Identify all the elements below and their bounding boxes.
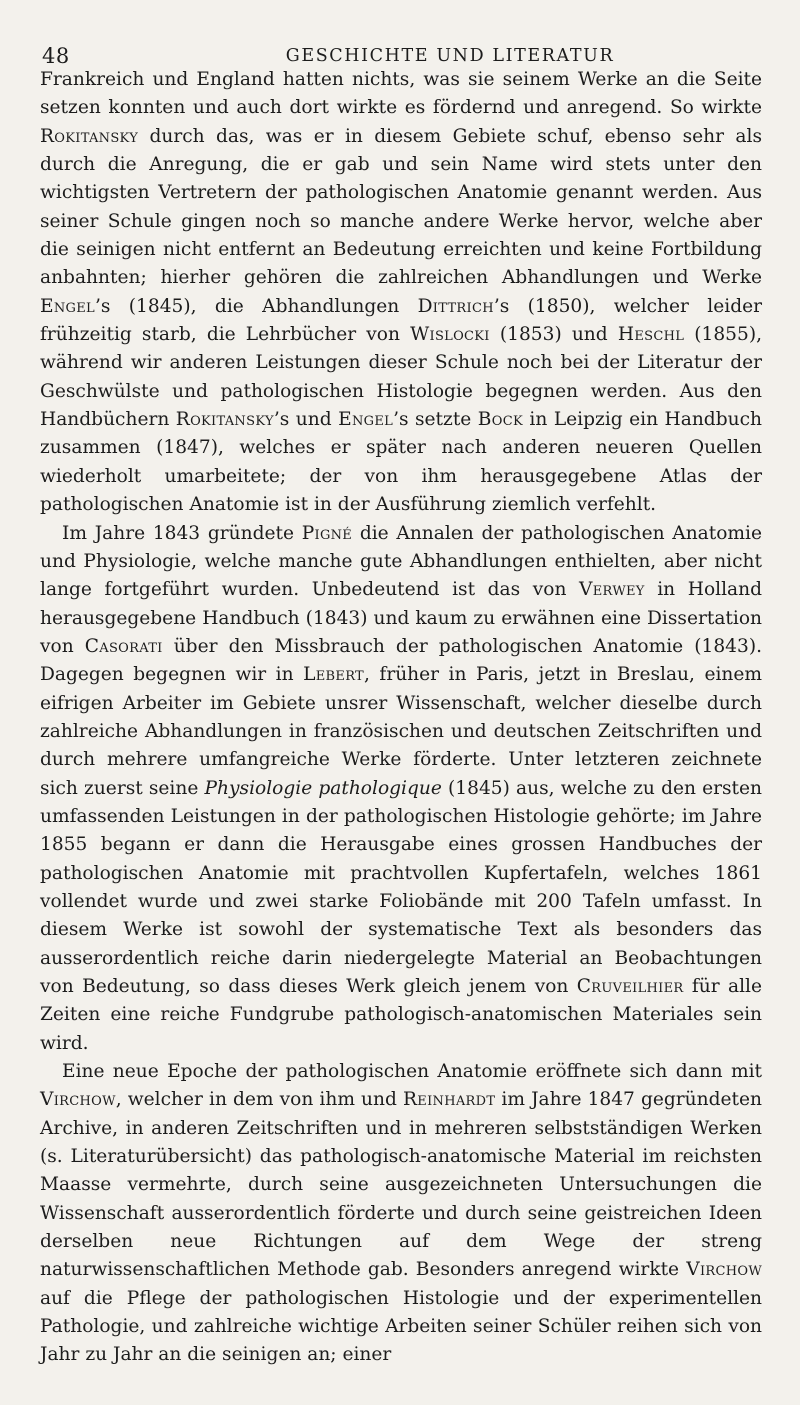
author-name: Virchow — [40, 1089, 116, 1111]
book-title: Physiologie pathologique — [204, 777, 442, 799]
paragraph — [40, 520, 762, 1059]
text-run: in Holland herausgegebene Handbuch (1843) und kaum zu erwähnen eine Dissertation von — [40, 579, 762, 657]
author-name: Virchow — [686, 1259, 762, 1281]
author-name: Rokitansky — [40, 125, 139, 147]
paragraph — [40, 66, 762, 520]
page-number: 48 — [42, 44, 70, 68]
author-name: Pigné — [301, 522, 353, 544]
author-name: Verwey — [579, 579, 645, 601]
author-name: Bock — [477, 409, 523, 431]
text-run: (1845) aus, welche zu den ersten umfassenden Leistungen in der pathologischen Histologie gehörte; im Jahre 1855 begann er dann die Herausgabe eines grossen Handbuches der pathologischen Anatomie mit prachtvollen Kupfertafeln, welches 1861 vollendet wurde und zwei starke Foliobände mit 200 Tafeln umfasst. In diesem Werke ist sowohl der systematische Text als besonders das ausserordentlich reiche darin niedergelegte Material an Beobachtungen von Bedeutung, so dass dieses Werk gleich jenem von — [40, 777, 762, 997]
author-name: Dittrich — [417, 295, 494, 317]
text-run: für alle Zeiten eine reiche Fundgrube pathologisch-anatomischen Materiales sein wird. — [40, 976, 762, 1054]
text-run: ’s und — [273, 409, 339, 431]
author-name: Lebert — [303, 664, 365, 686]
author-name: Reinhardt — [403, 1089, 496, 1111]
author-name: Wislocki — [410, 324, 490, 346]
text-run: über den Missbrauch der pathologischen Anatomie (1843). Dagegen begegnen wir in — [40, 635, 762, 686]
running-title: GESCHICHTE UND LITERATUR — [285, 46, 615, 66]
text-run: ’s (1850), welcher leider frühzeitig starb, die Lehrbücher von — [40, 295, 763, 346]
text-run: ’s (1845), die Abhandlungen — [94, 295, 418, 317]
text-run: (1855), während wir anderen Leistungen dieser Schule noch bei der Literatur der Geschwülste und pathologischen Histologie begegnen werden. Aus den Handbüchern — [40, 324, 763, 431]
author-name: Casorati — [84, 635, 163, 657]
text-run: ’s setzte — [393, 409, 478, 431]
text-run: Im Jahre 1843 gründete — [62, 522, 302, 544]
running-head — [40, 10, 762, 68]
text-run: , welcher in dem von ihm und — [115, 1089, 403, 1111]
author-name: Cruveilhier — [576, 976, 684, 997]
text-run: durch das, was er in diesem Gebiete schuf, ebenso sehr als durch die Anregung, die er gab und sein Name wird stets unter den wichtigsten Vertretern der pathologischen Anatomie genannt werden. Aus seiner Schule gingen noch so manche andere Werke hervor, welche aber die seinigen nicht entfernt an Bedeutung erreichten und keine Fortbildung anbahnten; hierher gehören die zahlreichen Abhandlungen und Werke — [40, 125, 762, 289]
author-name: Heschl — [617, 324, 685, 346]
text-run: Eine neue Epoche der pathologischen Anatomie eröffnete sich dann mit — [62, 1061, 762, 1083]
author-name: Engel — [338, 409, 394, 431]
author-name: Engel — [40, 295, 95, 317]
text-run: , früher in Paris, jetzt in Breslau, einem eifrigen Arbeiter im Gebiete unsrer Wissenschaft, welcher dieselbe durch zahlreiche Abhandlungen in französischen und deutschen Zeitschriften und durch mehrere umfangreiche Werke förderte. Unter letzteren zeichnete sich zuerst seine — [40, 664, 763, 799]
text-run: in Leipzig ein Handbuch zusammen (1847), welches er später nach anderen neueren Quellen wiederholt umarbeitete; der von ihm herausgegebene Atlas der pathologischen Anatomie ist in der Ausführung ziemlich verfehlt. — [40, 409, 762, 516]
text-run: die Annalen der pathologischen Anatomie und Physiologie, welche manche gute Abhandlungen enthielten, aber nicht lange fortgeführt wurden. Unbedeutend ist das von — [40, 522, 763, 601]
author-name: Rokitansky — [175, 409, 274, 431]
paragraph — [40, 1058, 762, 1370]
text-run: im Jahre 1847 gegründeten Archive, in anderen Zeitschriften und in mehreren selbstständigen Werken (s. Literaturübersicht) das pathologisch-anatomische Material im reichsten Maasse vermehrte, durch seine ausgezeichneten Untersuchungen die Wissenschaft ausserordentlich förderte und durch seine geistreichen Ideen derselben neue Richtungen auf dem Wege der streng naturwissenschaftlichen Methode gab. Besonders anregend wirkte — [40, 1089, 762, 1281]
text-run: auf die Pflege der pathologischen Histologie und der experimentellen Pathologie, und zahlreiche wichtige Arbeiten seiner Schüler reihen sich von Jahr zu Jahr an die seinigen an; einer — [40, 1287, 762, 1366]
book-page — [40, 0, 762, 1405]
text-run: (1853) und — [489, 324, 618, 346]
text-body — [40, 66, 762, 1370]
text-run: Frankreich und England hatten nichts, was sie seinem Werke an die Seite setzen konnten und auch dort wirkte es fördernd und anregend. So wirkte — [40, 69, 762, 119]
